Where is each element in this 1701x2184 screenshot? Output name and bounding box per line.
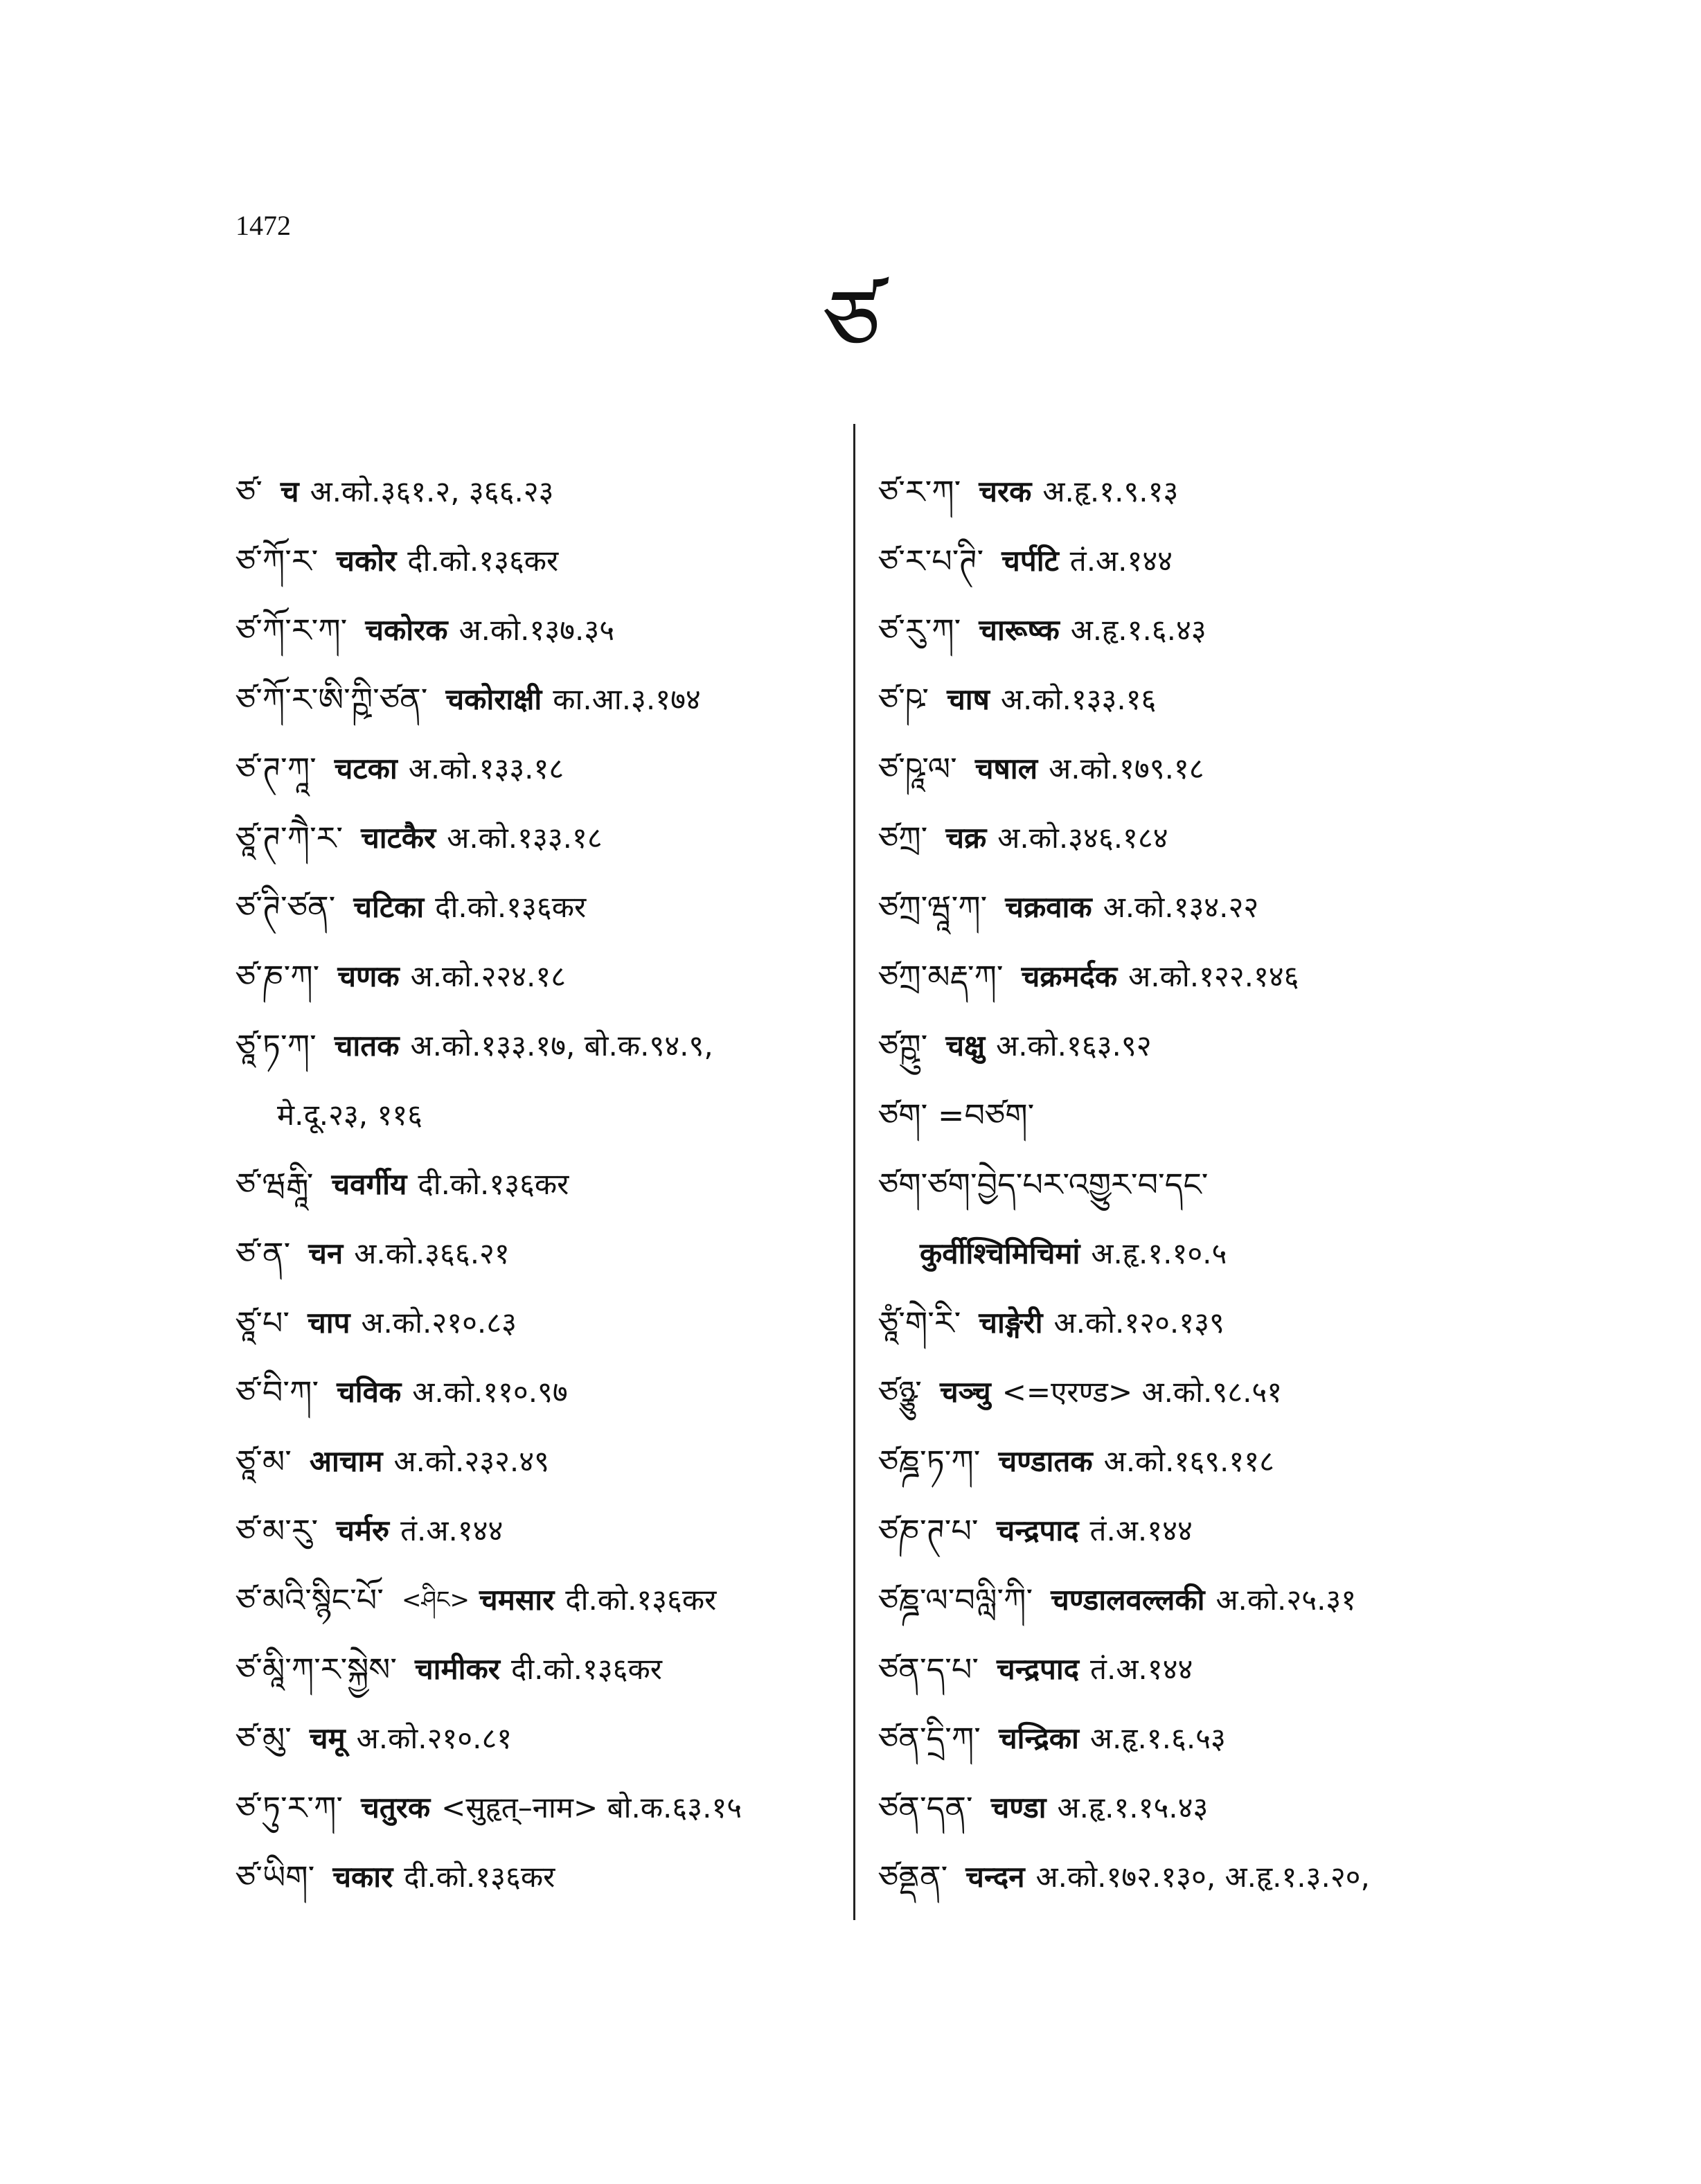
source-reference: अ.को.२१०.८१ (356, 1721, 513, 1755)
tibetan-term: ཙ་ཊ་ཀཱ་ (235, 750, 317, 788)
tibetan-term: ཙཉྩུ་ (878, 1374, 922, 1411)
sanskrit-headword: चन्द्रपाद (997, 1652, 1080, 1686)
sanskrit-headword: चवर्गीय (331, 1167, 407, 1201)
sanskrit-headword: चमसार (479, 1583, 555, 1617)
dictionary-entry (235, 1011, 831, 1150)
page-number: 1472 (235, 210, 291, 241)
dictionary-entry (235, 1358, 831, 1427)
source-reference: अ.को.१२०.१३९ (1053, 1306, 1224, 1340)
source-reference: अ.को.२१०.८३ (361, 1306, 517, 1340)
source-reference: अ.को.११०.९७ (412, 1375, 568, 1409)
sanskrit-headword: कुर्वीश्चिमिचिमां (920, 1236, 1080, 1270)
dictionary-entry (235, 1565, 831, 1635)
dictionary-entry (878, 942, 1502, 1011)
dictionary-entry (878, 873, 1502, 942)
tibetan-term: ཙཱཾ་གེ་རི་ (878, 1304, 961, 1342)
sanskrit-headword: चतुरक (361, 1791, 431, 1825)
source-reference: अ.को.१३३.१८ (408, 752, 564, 785)
sanskrit-headword: चरक (979, 474, 1032, 508)
dictionary-entry (878, 1704, 1502, 1773)
tibetan-term: ཙཱ་ཏ་ཀ་ (235, 1027, 317, 1065)
tibetan-term: ཙ་རུ་ཀ་ (878, 612, 961, 649)
source-reference: अ.को.२३२.४९ (393, 1444, 549, 1478)
sanskrit-headword: च (280, 474, 299, 508)
tibetan-term: ཙཀྵུ་ (878, 1027, 928, 1065)
sanskrit-headword: चकोर (336, 544, 397, 578)
sanskrit-headword: चण्डालवल्लकी (1051, 1583, 1205, 1617)
source-reference: अ.को.१६३.९२ (996, 1029, 1152, 1063)
source-reference: अ.को.३६१.२, ३६६.२३ (310, 474, 554, 508)
dictionary-entry (878, 1427, 1502, 1496)
sanskrit-headword: चणक (337, 959, 400, 993)
source-reference: <सुहृत्–नाम> बो.क.६३.१५ (441, 1791, 742, 1825)
tibetan-term: ཙ་ཏུ་ར་ཀ་ (235, 1789, 344, 1827)
sanskrit-headword: चामीकर (415, 1652, 500, 1686)
sanskrit-headword: आचाम (309, 1444, 383, 1478)
sanskrit-headword: चटका (334, 752, 398, 785)
dictionary-entry (878, 1635, 1502, 1704)
section-letter: ཙ (823, 269, 881, 375)
tibetan-term: ཙ་ར་ཀ་ (878, 473, 961, 511)
tibetan-term: ཙཀྲ་ཝཱ་ཀ་ (878, 889, 988, 926)
tibetan-term: ཙ་ཥཱ་ལ་ (878, 750, 957, 788)
dictionary-entry (878, 1843, 1502, 1912)
column-divider (853, 424, 855, 1920)
reference-continuation: मे.दू.२३, ११६ (277, 1098, 423, 1132)
tibetan-term: ཙན་དན་ (878, 1789, 973, 1827)
source-reference: <=एरण्ड> अ.को.९८.५१ (1001, 1375, 1283, 1409)
sanskrit-headword: चातक (334, 1029, 400, 1063)
tibetan-term: ཙ་ཀོ་ར་ (235, 542, 319, 580)
tibetan-term: ཙ་མུ་ (235, 1720, 292, 1757)
source-reference: अ.को.३४६.१८४ (997, 821, 1168, 855)
dictionary-entry (235, 1843, 831, 1912)
entry-note: <ཤིང> (401, 1586, 470, 1614)
tibetan-term: ཙ་ཥ་ (878, 681, 929, 718)
tibetan-term: ཙ་ (235, 473, 262, 511)
dictionary-entry (235, 734, 831, 804)
right-column (878, 457, 1502, 1912)
sanskrit-headword: चक्षु (945, 1029, 986, 1063)
sanskrit-headword: चक्रवाक (1005, 890, 1092, 924)
tibetan-term: ཙཱ་པ་ (235, 1304, 290, 1342)
source-reference: अ.हृ.१.९.१३ (1042, 474, 1179, 508)
dictionary-entry (235, 873, 831, 942)
source-reference: दी.को.१३६कर (565, 1583, 717, 1617)
dictionary-entry (878, 804, 1502, 873)
sanskrit-headword: चमू (309, 1721, 346, 1755)
source-reference: अ.को.२२४.१८ (410, 959, 567, 993)
tibetan-term: ཙཱ་ཊ་ཀཻ་ར་ (235, 819, 344, 857)
source-reference: दी.को.१३६कर (435, 890, 587, 924)
dictionary-entry (878, 596, 1502, 665)
left-column (235, 457, 831, 1912)
tibetan-term: ཙན་དྲི་ཀ་ (878, 1720, 981, 1757)
source-reference: अ.हृ.१.१५.४३ (1057, 1791, 1209, 1825)
sanskrit-headword: चकोरक (365, 613, 448, 647)
dictionary-entry (235, 457, 831, 526)
dictionary-entry (878, 526, 1502, 596)
dictionary-entry (235, 1704, 831, 1773)
source-reference: का.आ.३.१७४ (553, 682, 701, 716)
tibetan-term: ཙཀྲ་མརྡ་ཀ་ (878, 958, 1004, 995)
dictionary-entry (878, 1496, 1502, 1565)
tibetan-term: ཙནྡན་ (878, 1858, 948, 1896)
source-reference: अ.को.१६९.११८ (1103, 1444, 1274, 1478)
tibetan-term: ཙ་ཊི་ཙན་ (235, 889, 336, 926)
sanskrit-headword: चाप (308, 1306, 350, 1340)
sanskrit-headword: चाङ्गेरी (979, 1306, 1043, 1340)
tibetan-term: ཙ་ཀོ་ར་ཀ་ (235, 612, 348, 649)
dictionary-entry (235, 1773, 831, 1843)
source-reference: तं.अ.१४४ (1069, 544, 1173, 578)
tibetan-term: ཙཎྜ་ལ་བལླི་ཀི་ (878, 1581, 1033, 1619)
dictionary-entry (878, 1011, 1502, 1081)
source-reference: दी.को.१३६कर (407, 544, 559, 578)
dictionary-entry (235, 596, 831, 665)
dictionary-entry (235, 665, 831, 734)
sanskrit-headword: चन (308, 1236, 344, 1270)
tibetan-term: ཙཎྜ་ཏ་ཀ་ (878, 1443, 981, 1480)
tibetan-term: ཙ་ཡིག་ (235, 1858, 315, 1896)
source-reference: अ.को.१२२.१४६ (1128, 959, 1299, 993)
sanskrit-headword: चक्रमर्दक (1021, 959, 1118, 993)
sanskrit-headword: चविक (337, 1375, 402, 1409)
dictionary-entry (878, 457, 1502, 526)
sanskrit-headword: चण्डा (990, 1791, 1047, 1825)
sanskrit-headword: चाटकैर (361, 821, 436, 855)
source-reference: तं.अ.१४४ (1090, 1652, 1193, 1686)
dictionary-entry (235, 526, 831, 596)
sanskrit-headword: चकार (332, 1860, 393, 1894)
dictionary-entry (878, 665, 1502, 734)
sanskrit-headword: चन्दन (965, 1860, 1025, 1894)
source-reference: अ.हृ.१.१०.५ (1091, 1236, 1227, 1270)
dictionary-entry (235, 1496, 831, 1565)
sanskrit-headword: चाष (947, 682, 990, 716)
source-reference: अ.को.१३३.१८ (447, 821, 603, 855)
dictionary-entry (235, 942, 831, 1011)
tibetan-term: ཙ་ཎ་ཀ་ (235, 958, 320, 995)
dictionary-entry (878, 1150, 1502, 1288)
tibetan-term: ཙག་ཙག་བྱེད་པར་འགྱུར་བ་དང་ (878, 1166, 1209, 1203)
dictionary-entry (878, 1565, 1502, 1635)
dictionary-entry (878, 1288, 1502, 1358)
tibetan-term: ཙ་མཱི་ཀ་ར་སྐྱེས་ (235, 1651, 397, 1688)
tibetan-term: ཙ་ར་པ་ཊི་ (878, 542, 984, 580)
tibetan-term: ཙན་ད་པ་ (878, 1651, 979, 1688)
dictionary-entry (878, 1358, 1502, 1427)
source-reference: अ.को.२५.३१ (1215, 1583, 1357, 1617)
sanskrit-headword: चन्द्रिका (998, 1721, 1079, 1755)
tibetan-term: ཙཀྲ་ (878, 819, 928, 857)
dictionary-entry (878, 1081, 1502, 1150)
source-reference: अ.को.१७२.१३०, अ.हृ.१.३.२०, (1035, 1860, 1370, 1894)
tibetan-term: ཙ་ཝརྒཱི་ (235, 1166, 314, 1203)
sanskrit-headword: चक्र (945, 821, 987, 855)
dictionary-entry (235, 1427, 831, 1496)
dictionary-entry (235, 1288, 831, 1358)
dictionary-entry (235, 1635, 831, 1704)
source-reference: अ.हृ.१.६.५३ (1089, 1721, 1226, 1755)
sanskrit-headword: चन्द्रपाद (996, 1513, 1079, 1547)
dictionary-entry (235, 1219, 831, 1288)
sanskrit-headword: चारूष्क (979, 613, 1060, 647)
tibetan-term: ཙཱ་མ་ (235, 1443, 292, 1480)
source-reference: अ.को.३६६.२१ (354, 1236, 510, 1270)
sanskrit-headword: चण्डातक (998, 1444, 1093, 1478)
tibetan-term: ཙ་མ་རུ་ (235, 1512, 319, 1550)
source-reference: दी.को.१३६कर (404, 1860, 555, 1894)
sanskrit-headword: चटिका (353, 890, 425, 924)
source-reference: अ.को.१३७.३५ (458, 613, 615, 647)
sanskrit-headword: चञ्चु (939, 1375, 991, 1409)
tibetan-term: ཙ་བི་ཀ་ (235, 1374, 319, 1411)
tibetan-term: ཙཎ་ཊ་པ་ (878, 1512, 979, 1550)
source-reference: अ.को.१३३.१७, बो.क.९४.९, (410, 1029, 713, 1063)
dictionary-entry (235, 804, 831, 873)
sanskrit-headword: चर्मरु (336, 1513, 390, 1547)
source-reference: अ.हृ.१.६.४३ (1070, 613, 1206, 647)
tibetan-term: ཙ་མའི་སྙིང་པོ་ (235, 1581, 384, 1619)
source-reference: अ.को.१३४.२२ (1103, 890, 1259, 924)
source-reference: दी.को.१३६कर (418, 1167, 569, 1201)
sanskrit-headword: चषाल (974, 752, 1038, 785)
source-reference: तं.अ.१४४ (1089, 1513, 1193, 1547)
tibetan-term: ཙག་ =བཙག་ (878, 1097, 1035, 1134)
source-reference: दी.को.१३६कर (510, 1652, 662, 1686)
sanskrit-headword: चर्पटि (1001, 544, 1059, 578)
tibetan-term: ཙ་ཀོ་ར་ཨི་ཀྵི་ཙན་ (235, 681, 428, 718)
source-reference: अ.को.१७९.१८ (1049, 752, 1204, 785)
dictionary-entry (878, 734, 1502, 804)
dictionary-entry (878, 1773, 1502, 1843)
source-reference: तं.अ.१४४ (400, 1513, 504, 1547)
sanskrit-headword: चकोराक्षी (445, 682, 542, 716)
dictionary-entry (235, 1150, 831, 1219)
source-reference: अ.को.१३३.१६ (1000, 682, 1157, 716)
tibetan-term: ཙ་ན་ (235, 1235, 291, 1272)
